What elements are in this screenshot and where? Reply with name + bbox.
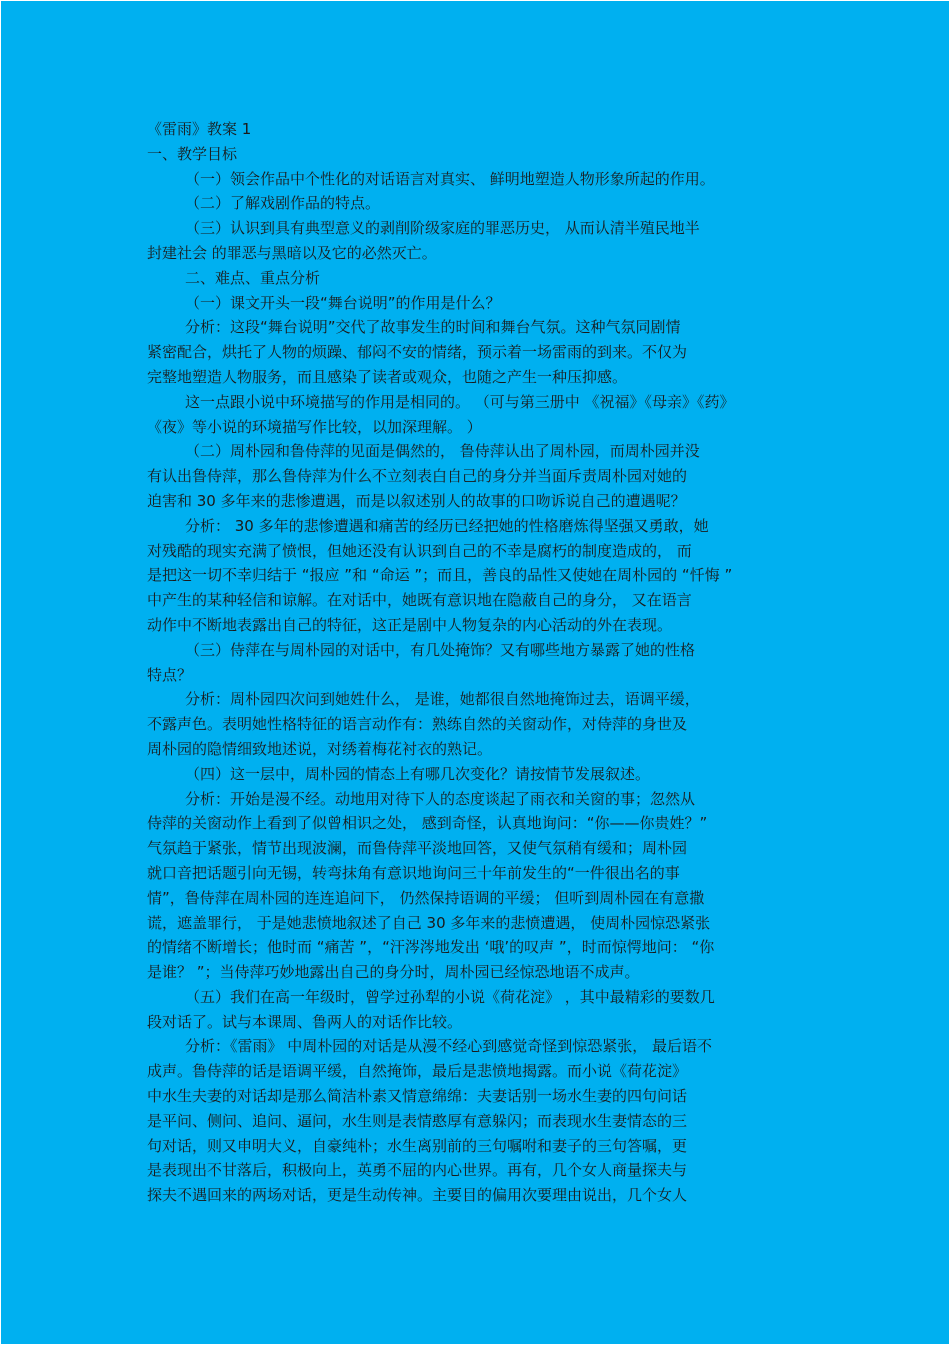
document-page bbox=[1, 1, 949, 1344]
text-line: 是谁？ ”；当侍萍巧妙地露出自己的身分时，周朴园已经惊恐地语不成声。 bbox=[147, 963, 640, 982]
text-line: 有认出鲁侍萍，那么鲁侍萍为什么不立刻表白自己的身分并当面斥责周朴园对她的 bbox=[147, 467, 688, 486]
text-line: 动作中不断地表露出自己的特征，这正是剧中人物复杂的内心活动的外在表现。 bbox=[147, 615, 673, 634]
text-line: 是把这一切不幸归结于 “报应 ”和 “命运 ”；而且，善良的品性又使她在周朴园的 “忏悔 ” bbox=[147, 566, 733, 585]
text-line: （三）认识到具有典型意义的剥削阶级家庭的罪恶历史， 从而认清半殖民地半 bbox=[185, 219, 700, 238]
text-line: 中水生夫妻的对话却是那么简洁朴素又情意绵绵：夫妻话别一场水生妻的四句问话 bbox=[147, 1087, 688, 1106]
text-line: 《夜》等小说的环境描写作比较，以加深理解。 ） bbox=[147, 417, 482, 436]
text-line: 成声。鲁侍萍的话是语调平缓，自然掩饰，最后是悲愤地揭露。而小说《荷花淀》 bbox=[147, 1062, 688, 1081]
text-line: 分析：周朴园四次问到她姓什么， 是谁，她都很自然地掩饰过去，语调平缓， bbox=[185, 690, 700, 709]
text-line: （二）周朴园和鲁侍萍的见面是偶然的， 鲁侍萍认出了周朴园，而周朴园并没 bbox=[185, 442, 700, 461]
text-line: （三）侍萍在与周朴园的对话中，有几处掩饰？又有哪些地方暴露了她的性格 bbox=[185, 640, 696, 659]
text-line: 探夫不遇回来的两场对话，更是生动传神。主要目的偏用次要理由说出，几个女人 bbox=[147, 1186, 688, 1205]
text-line: 封建社会 的罪恶与黑暗以及它的必然灭亡。 bbox=[147, 243, 437, 262]
text-line: （一）课文开头一段“舞台说明”的作用是什么？ bbox=[185, 293, 501, 312]
text-line: 谎，遮盖罪行， 于是她悲愤地叙述了自己 30 多年来的悲愤遭遇， 使周朴园惊恐紧张 bbox=[147, 913, 711, 932]
text-line: 中产生的某种轻信和谅解。在对话中，她既有意识地在隐蔽自己的身分， 又在语言 bbox=[147, 591, 692, 610]
text-line: 的情绪不断增长；他时而 “痛苦 ”，“汗涔涔地发出 ‘哦’的叹声 ”，时而惊愕地问： “你 bbox=[147, 938, 715, 957]
text-line: 情”，鲁侍萍在周朴园的连连追问下， 仍然保持语调的平缓； 但听到周朴园在有意撒 bbox=[147, 888, 705, 907]
text-line: 不露声色。表明她性格特征的语言动作有：熟练自然的关窗动作，对侍萍的身世及 bbox=[147, 715, 688, 734]
text-line: 完整地塑造人物服务，而且感染了读者或观众，也随之产生一种压抑感。 bbox=[147, 367, 628, 386]
text-line: 分析：开始是漫不经。动地用对待下人的态度谈起了雨衣和关窗的事；忽然从 bbox=[185, 789, 696, 808]
text-line: 迫害和 30 多年来的悲惨遭遇，而是以叙述别人的故事的口吻诉说自己的遭遇呢？ bbox=[147, 491, 686, 510]
text-line: 是表现出不甘落后，积极向上，英勇不屈的内心世界。再有，几个女人商量探夫与 bbox=[147, 1161, 688, 1180]
text-line: 一、教学目标 bbox=[147, 144, 238, 163]
text-line: 分析： 30 多年的悲惨遭遇和痛苦的经历已经把她的性格磨炼得坚强又勇敢，她 bbox=[185, 516, 709, 535]
text-line: 分析：这段“舞台说明”交代了故事发生的时间和舞台气氛。这种气氛同剧情 bbox=[185, 318, 681, 337]
text-line: （五）我们在高一年级时，曾学过孙犁的小说《荷花淀》 ，其中最精彩的要数几 bbox=[185, 987, 715, 1006]
document-body bbox=[147, 117, 812, 1208]
text-line: 就口音把话题引向无锡，转弯抹角有意识地询问三十年前发生的“一件很出名的事 bbox=[147, 863, 680, 882]
text-line: 气氛趋于紧张，情节出现波澜，而鲁侍萍平淡地回答，又使气氛稍有缓和；周朴园 bbox=[147, 839, 688, 858]
text-line: 二、难点、重点分析 bbox=[185, 268, 321, 287]
text-line: 分析：《雷雨》 中周朴园的对话是从漫不经心到感觉奇怪到惊恐紧张， 最后语不 bbox=[185, 1037, 713, 1056]
text-line: 段对话了。试与本课周、鲁两人的对话作比较。 bbox=[147, 1012, 463, 1031]
text-line: 特点？ bbox=[147, 665, 193, 684]
text-line: 周朴园的隐情细致地述说，对绣着梅花衬衣的熟记。 bbox=[147, 739, 493, 758]
text-line: （二）了解戏剧作品的特点。 bbox=[185, 194, 381, 213]
text-line: 紧密配合，烘托了人物的烦躁、郁闷不安的情绪，预示着一场雷雨的到来。不仅为 bbox=[147, 343, 688, 362]
text-line: 是平问、侧问、追问、逼问，水生则是表情憨厚有意躲闪；而表现水生妻情态的三 bbox=[147, 1111, 688, 1130]
text-line: （四）这一层中，周朴园的情态上有哪几次变化？请按情节发展叙述。 bbox=[185, 764, 651, 783]
text-line: 句对话，则又申明大义，自豪纯朴；水生离别前的三句嘱咐和妻子的三句答嘱，更 bbox=[147, 1136, 688, 1155]
text-line: 侍萍的关窗动作上看到了似曾相识之处， 感到奇怪，认真地询问：“你——你贵姓？” bbox=[147, 814, 708, 833]
text-line: 对残酷的现实充满了愤恨，但她还没有认识到自己的不幸是腐朽的制度造成的， 而 bbox=[147, 541, 692, 560]
text-line: 这一点跟小说中环境描写的作用是相同的。 （可与第三册中 《祝福》《母亲》《药》 bbox=[185, 392, 735, 411]
document-title: 《雷雨》教案 1 bbox=[147, 120, 252, 138]
text-line: （一）领会作品中个性化的对话语言对真实、 鲜明地塑造人物形象所起的作用。 bbox=[185, 169, 715, 188]
